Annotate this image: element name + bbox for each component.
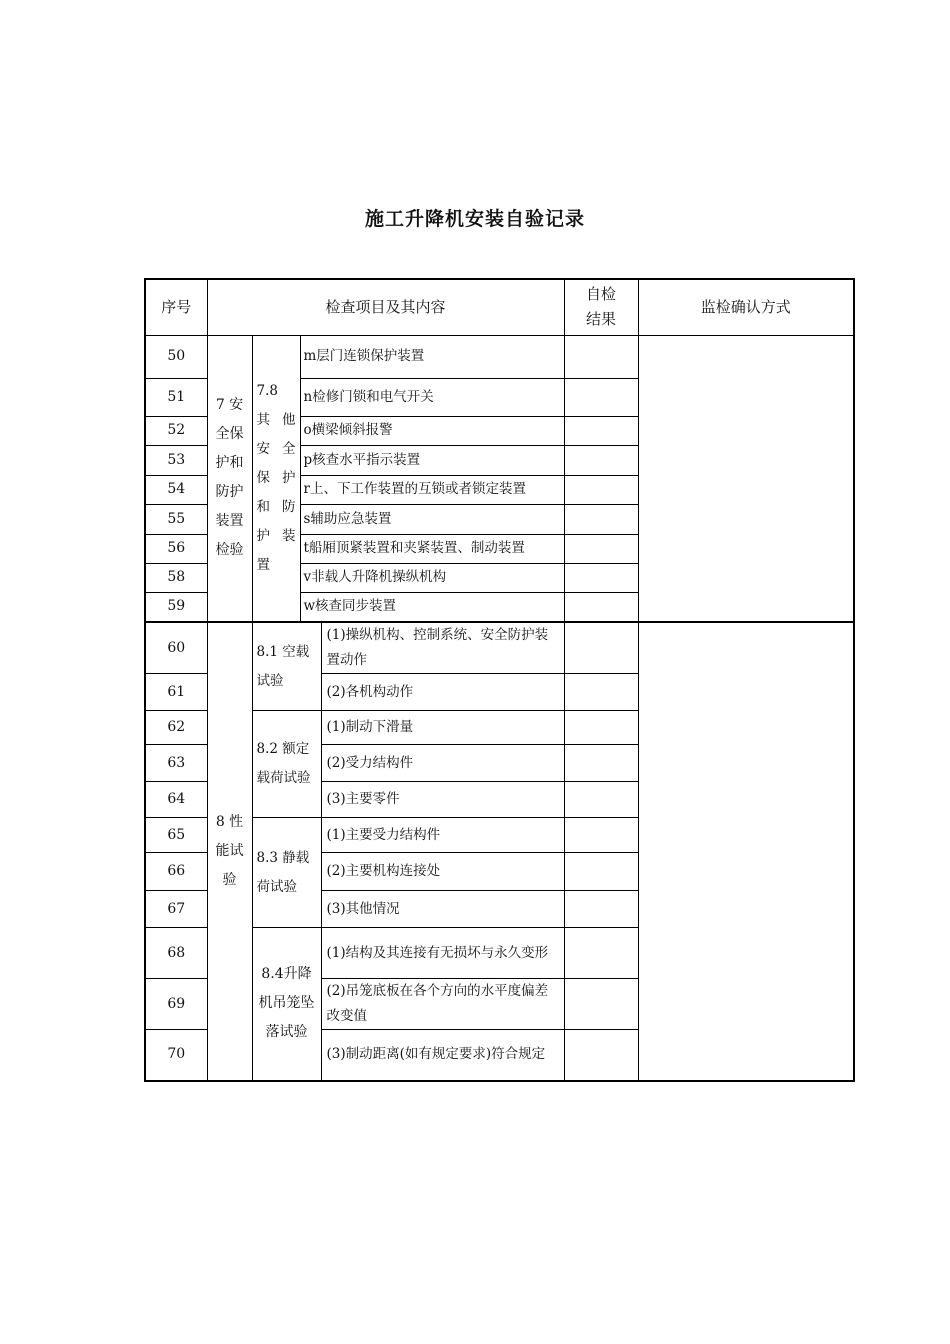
row-number: 59	[145, 592, 207, 622]
item-content: (3)主要零件	[321, 782, 564, 818]
self-check-result[interactable]	[564, 745, 638, 782]
row-number: 63	[145, 745, 207, 782]
row-number: 70	[145, 1030, 207, 1081]
self-check-result[interactable]	[564, 928, 638, 979]
self-check-result[interactable]	[564, 891, 638, 928]
item-content: n检修门锁和电气开关	[300, 378, 564, 416]
item-content: r上、下工作装置的互锁或者锁定装置	[300, 475, 564, 504]
self-check-result[interactable]	[564, 782, 638, 818]
item-content: p核查水平指示装置	[300, 445, 564, 475]
row-number: 55	[145, 504, 207, 534]
item-content: (2)主要机构连接处	[321, 853, 564, 891]
self-check-result[interactable]	[564, 475, 638, 504]
self-check-result[interactable]	[564, 563, 638, 592]
row-number: 64	[145, 782, 207, 818]
row-number: 67	[145, 891, 207, 928]
table-row	[145, 622, 854, 674]
self-check-result[interactable]	[564, 504, 638, 534]
row-number: 56	[145, 534, 207, 563]
item-content: (1)主要受力结构件	[321, 818, 564, 853]
item-content: (1)制动下滑量	[321, 711, 564, 745]
row-number: 68	[145, 928, 207, 979]
item-content: (2)各机构动作	[321, 674, 564, 711]
item-content: (1)操纵机构、控制系统、安全防护装置动作	[321, 622, 564, 674]
self-check-result[interactable]	[564, 416, 638, 445]
self-check-result[interactable]	[564, 534, 638, 563]
item-content: t船厢顶紧装置和夹紧装置、制动装置	[300, 534, 564, 563]
self-check-result[interactable]	[564, 979, 638, 1030]
self-check-result[interactable]	[564, 711, 638, 745]
row-number: 51	[145, 378, 207, 416]
header-result	[564, 279, 638, 335]
self-check-result[interactable]	[564, 445, 638, 475]
item-content: m层门连锁保护装置	[300, 335, 564, 378]
item-content: (3)制动距离(如有规定要求)符合规定	[321, 1030, 564, 1081]
self-check-result[interactable]	[564, 818, 638, 853]
item-content: w核查同步装置	[300, 592, 564, 622]
header-seq: 序号	[145, 279, 207, 335]
subcategory-8-2: 8.2 额定载荷试验	[252, 711, 321, 818]
category-8: 8 性能试验	[207, 622, 252, 1081]
subcategory-7-8: 7.8 其 他 安 全 保 护 和 防 护 装 置	[252, 335, 300, 622]
row-number: 69	[145, 979, 207, 1030]
header-confirm: 监检确认方式	[638, 279, 854, 335]
row-number: 66	[145, 853, 207, 891]
row-number: 52	[145, 416, 207, 445]
row-number: 61	[145, 674, 207, 711]
subcategory-8-1: 8.1 空载试验	[252, 622, 321, 711]
header-result-line1: 自检	[586, 285, 617, 304]
header-result-line2: 结果	[586, 310, 617, 329]
row-number: 53	[145, 445, 207, 475]
confirm-method-8[interactable]	[638, 622, 854, 1081]
header-content: 检查项目及其内容	[207, 279, 564, 335]
subcategory-8-3: 8.3 静载荷试验	[252, 818, 321, 928]
item-content: (1)结构及其连接有无损坏与永久变形	[321, 928, 564, 979]
item-content: (2)吊笼底板在各个方向的水平度偏差改变值	[321, 979, 564, 1030]
self-check-result[interactable]	[564, 674, 638, 711]
row-number: 60	[145, 622, 207, 674]
row-number: 65	[145, 818, 207, 853]
row-number: 54	[145, 475, 207, 504]
self-check-result[interactable]	[564, 335, 638, 378]
table-row	[145, 335, 854, 378]
self-check-result[interactable]	[564, 592, 638, 622]
item-content: o横梁倾斜报警	[300, 416, 564, 445]
header-row	[145, 279, 854, 335]
subcategory-8-4: 8.4升降机吊笼坠落试验	[252, 928, 321, 1081]
self-check-result[interactable]	[564, 853, 638, 891]
self-check-result[interactable]	[564, 1030, 638, 1081]
row-number: 58	[145, 563, 207, 592]
category-7: 7 安全保护和防护装置检验	[207, 335, 252, 622]
item-content: (2)受力结构件	[321, 745, 564, 782]
inspection-record-table	[144, 278, 855, 1082]
row-number: 50	[145, 335, 207, 378]
item-content: s辅助应急装置	[300, 504, 564, 534]
confirm-method-7[interactable]	[638, 335, 854, 622]
document-title: 施工升降机安装自验记录	[364, 208, 585, 230]
row-number: 62	[145, 711, 207, 745]
self-check-result[interactable]	[564, 378, 638, 416]
self-check-result[interactable]	[564, 622, 638, 674]
item-content: v非载人升降机操纵机构	[300, 563, 564, 592]
item-content: (3)其他情况	[321, 891, 564, 928]
